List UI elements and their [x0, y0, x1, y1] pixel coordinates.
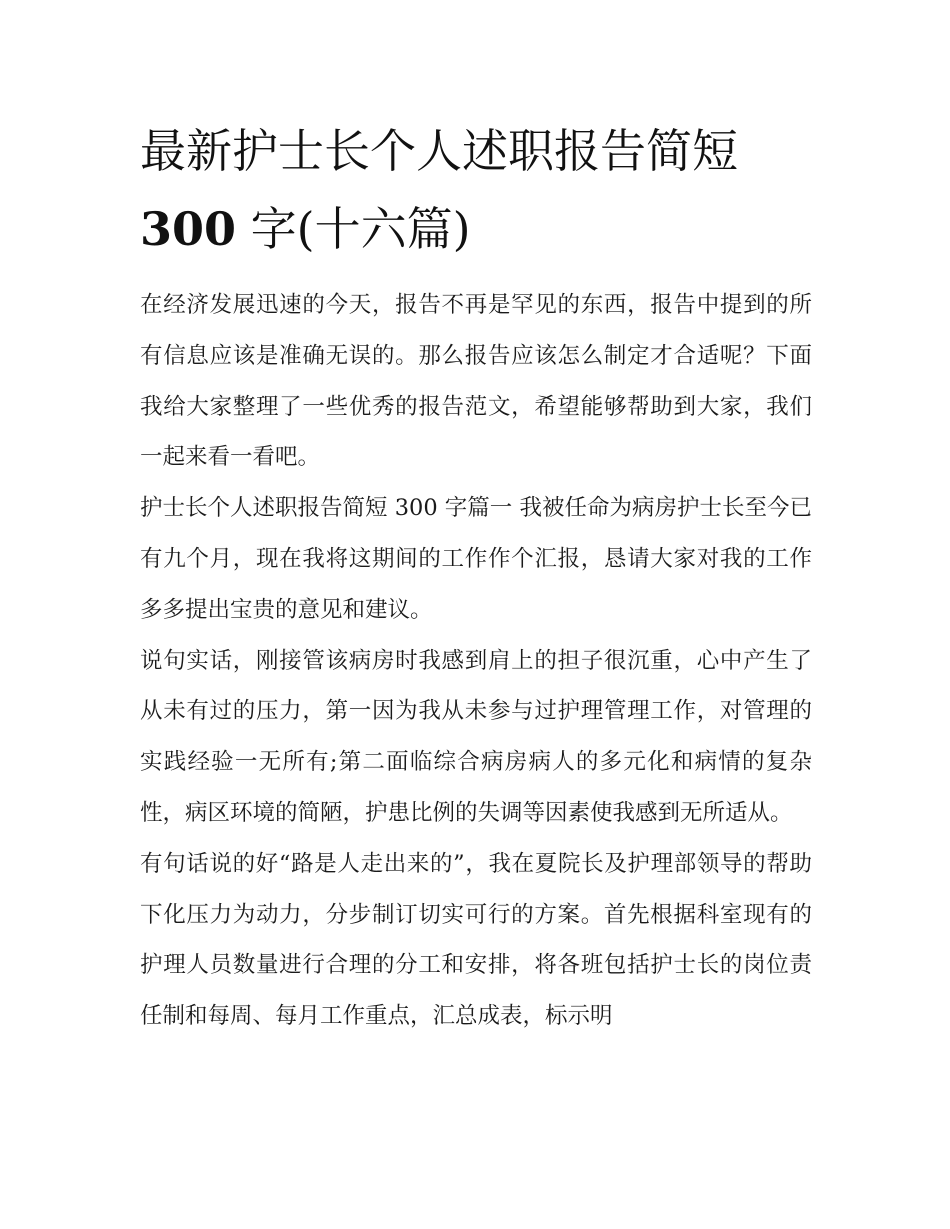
- title-number: 300: [140, 202, 237, 256]
- title-line1: 最新护士长个人述职报告简短: [140, 124, 738, 178]
- document-body: [140, 280, 812, 1042]
- document-title: [140, 112, 820, 268]
- title-suffix: 字(十六篇): [236, 202, 471, 256]
- paragraph-plan: 有句话说的好“路是人走出来的”，我在夏院长及护理部领导的帮助下化压力为动力，分步制订切实可行的方案。首先根据科室现有的护理人员数量进行合理的分工和安排，将各班包括护士长的岗位责任制和每周、每月工作重点，汇总成表，标示明: [140, 850, 812, 1030]
- paragraph-intro: 在经济发展迅速的今天，报告不再是罕见的东西，报告中提到的所有信息应该是准确无误的。那么报告应该怎么制定才合适呢？下面我给大家整理了一些优秀的报告范文，希望能够帮助到大家，我们一起来看一看吧。: [140, 292, 812, 471]
- paragraph-appointment: 护士长个人述职报告简短 300 字篇一 我被任命为病房护士长至今已有九个月，现在我将这期间的工作作个汇报，恳请大家对我的工作多多提出宝贵的意见和建议。: [140, 495, 812, 623]
- paragraph-pressure: 说句实话，刚接管该病房时我感到肩上的担子很沉重，心中产生了从未有过的压力，第一因为我从未参与过护理管理工作，对管理的实践经验一无所有;第二面临综合病房病人的多元化和病情的复杂性，病区环境的简陋，护患比例的失调等因素使我感到无所适从。: [140, 647, 812, 826]
